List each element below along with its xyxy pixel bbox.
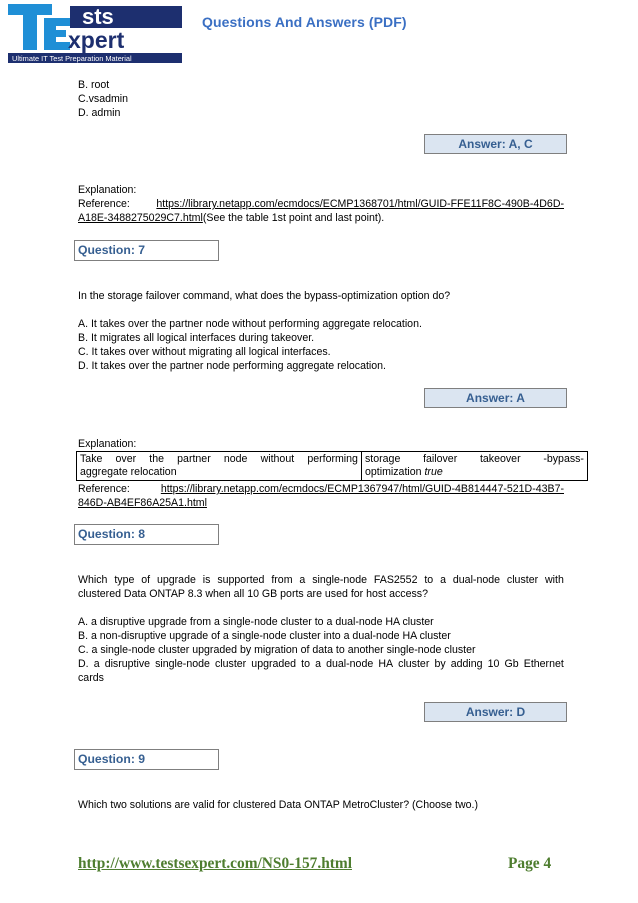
- footer-page-number: Page 4: [508, 855, 552, 872]
- prev-option-d: D. admin: [78, 107, 121, 119]
- q7-option-c: C. It takes over without migrating all logical interfaces.: [78, 346, 331, 358]
- word: with: [545, 574, 564, 586]
- q7-option-d: D. It takes over the partner node performing aggregate relocation.: [78, 360, 386, 372]
- q8-option-a: A. a disruptive upgrade from a single-node cluster to a dual-node HA cluster: [78, 616, 434, 628]
- question-8-text-line-2: clustered Data ONTAP 8.3 when all 10 GB ports are used for host access?: [78, 588, 428, 600]
- word: the: [149, 453, 165, 465]
- testsexpert-logo: [6, 2, 184, 64]
- word: partner: [177, 453, 211, 465]
- word: performing: [307, 453, 358, 465]
- word: a: [315, 658, 322, 670]
- prev-option-c: C.vsadmin: [78, 93, 129, 105]
- word: by: [434, 658, 446, 670]
- question-9-label: Question: 9: [74, 749, 219, 770]
- word: upgraded: [251, 658, 297, 670]
- logo-word-top: sts: [82, 4, 114, 29]
- q7-answer-box: Answer: A: [424, 388, 567, 408]
- question-8-label: Question: 8: [74, 524, 219, 545]
- question-7-label: Question: 7: [74, 240, 219, 261]
- word: from: [271, 574, 293, 586]
- footer-url-link[interactable]: http://www.testsexpert.com/NS0-157.html: [78, 855, 353, 872]
- word: to: [301, 658, 311, 670]
- word: to: [424, 574, 434, 586]
- word: single-node: [155, 658, 210, 670]
- word: upgrade: [156, 574, 196, 586]
- q7-reference-link[interactable]: https://library.netapp.com/ecmdocs/ECMP1367947/html/GUID-4B814447-521D-43B7-: [160, 483, 564, 495]
- q7-table-left-line-1: [80, 453, 358, 466]
- logo-word-bottom: xpert: [68, 27, 125, 53]
- q8-option-d-line-1: [78, 658, 564, 671]
- word: 10: [487, 658, 500, 670]
- word: Ethernet: [523, 658, 564, 670]
- prev-answer-box: Answer: A, C: [424, 134, 567, 154]
- q7-explanation-table: [76, 451, 588, 481]
- word: a: [440, 574, 446, 586]
- q7-reference-link-2[interactable]: 846D-AB4EF86A25A1.html: [78, 497, 207, 509]
- question-8-text-line-1: [78, 574, 564, 587]
- word: HA: [378, 658, 394, 670]
- q7-reference-line: [78, 483, 564, 496]
- q7-option-a: A. It takes over the partner node without performing aggregate relocation.: [78, 318, 422, 330]
- q7-table-left-line-2: aggregate relocation: [80, 466, 177, 479]
- word: over: [115, 453, 137, 465]
- prev-option-b: B. root: [78, 79, 110, 91]
- q7-table-right-line-2: [365, 466, 584, 479]
- command-word: optimization: [365, 466, 425, 479]
- header-title: Questions And Answers (PDF): [202, 14, 407, 30]
- prev-reference-note: (See the table 1st point and last point).: [202, 212, 385, 224]
- word: storage: [365, 453, 401, 465]
- q7-table-right-line-1: [365, 453, 584, 466]
- prev-reference-label: Reference:: [78, 198, 130, 210]
- word: is: [202, 574, 211, 586]
- q7-explanation-label: Explanation:: [78, 438, 137, 450]
- q7-table-cell-right: [362, 452, 587, 480]
- word: failover: [423, 453, 458, 465]
- word: dual-node: [326, 658, 374, 670]
- word: takeover: [479, 453, 521, 465]
- q8-option-b: B. a non-disruptive upgrade of a single-node cluster into a dual-node HA cluster: [78, 630, 451, 642]
- q7-table-cell-left: [77, 452, 362, 480]
- word: type: [114, 574, 135, 586]
- logo-tagline: Ultimate IT Test Preparation Material: [12, 54, 132, 63]
- word: a: [93, 658, 100, 670]
- q7-option-b: B. It migrates all logical interfaces during takeover.: [78, 332, 315, 344]
- word: dual-node: [452, 574, 501, 586]
- prev-explanation-label: Explanation:: [78, 184, 137, 196]
- word: cluster: [506, 574, 539, 586]
- question-9-text: Which two solutions are valid for clustered Data ONTAP MetroCluster? (Choose two.): [78, 799, 478, 811]
- q8-answer-box: Answer: D: [424, 702, 567, 722]
- word: disruptive: [104, 658, 151, 670]
- word: node: [223, 453, 248, 465]
- command-value: true: [424, 466, 443, 479]
- word: adding: [450, 658, 483, 670]
- word: cluster: [398, 658, 430, 670]
- word: -bypass-: [543, 453, 584, 465]
- q8-option-d-line-2: cards: [78, 672, 104, 684]
- word: a: [299, 574, 306, 586]
- word: Take: [80, 453, 103, 465]
- prev-reference-line-2: [78, 212, 384, 225]
- prev-reference-link[interactable]: https://library.netapp.com/ecmdocs/ECMP1368701/html/GUID-FFE11F8C-490B-4D6D-: [156, 198, 564, 210]
- word: FAS2552: [373, 574, 418, 586]
- word: Which: [78, 574, 108, 586]
- word: Gb: [504, 658, 519, 670]
- prev-reference-line: [78, 198, 564, 211]
- q7-reference-line-2: [78, 497, 207, 510]
- word: cluster: [215, 658, 247, 670]
- prev-reference-link-2[interactable]: A18E-3488275029C7.html: [78, 212, 203, 224]
- q7-reference-label: Reference:: [78, 483, 130, 495]
- word: supported: [217, 574, 265, 586]
- word: without: [260, 453, 295, 465]
- word: of: [141, 574, 151, 586]
- word: single-node: [312, 574, 367, 586]
- word: D.: [78, 658, 89, 670]
- q8-option-c: C. a single-node cluster upgraded by migration of data to another single-node cluster: [78, 644, 476, 656]
- question-7-text: In the storage failover command, what does the bypass-optimization option do?: [78, 290, 451, 302]
